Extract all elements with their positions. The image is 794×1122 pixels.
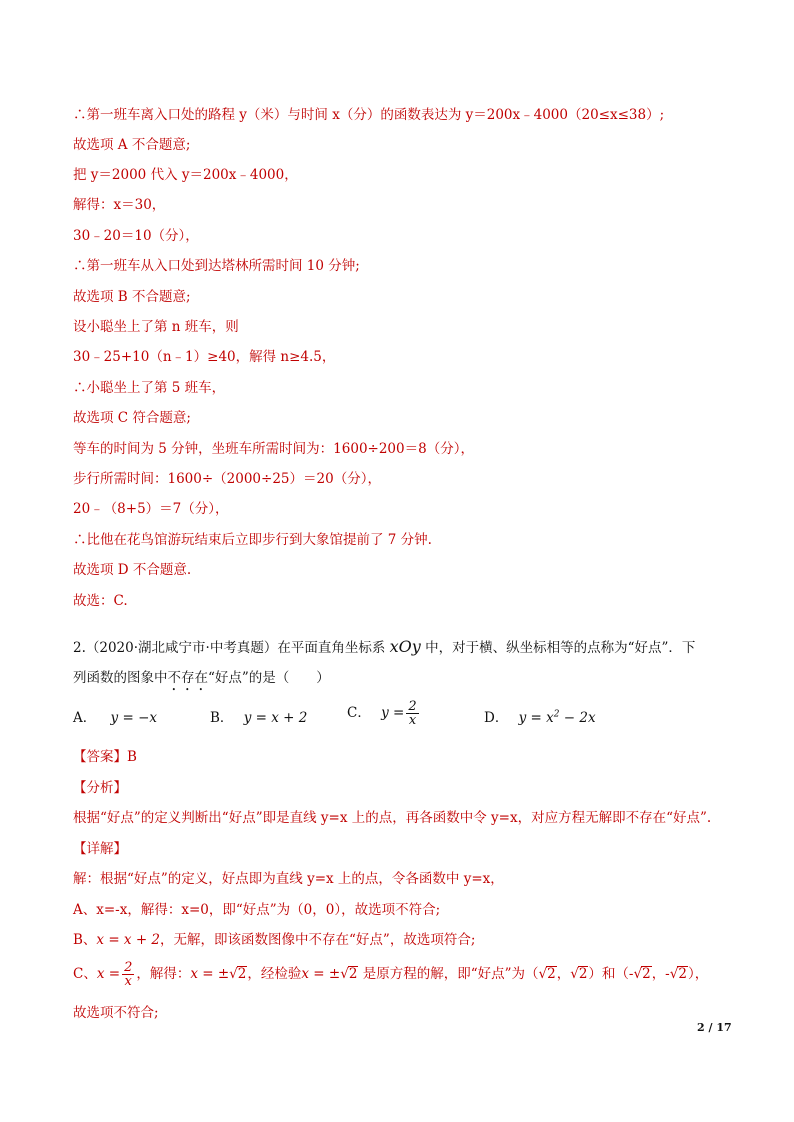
- option-math: y =: [381, 705, 405, 721]
- fraction: $\frac{2}{x}$: [408, 699, 417, 728]
- option-a: [73, 708, 157, 728]
- solution-line: 故选项 A 不合题意;: [73, 137, 191, 153]
- option-label: A．: [73, 710, 97, 726]
- solution-line: 故选项 B 不合题意;: [73, 289, 191, 305]
- detail-line: C、x = $\frac{2}{x}$ ，解得：x = ±√2，经检验x = ±√2 是原方程的解，即“好点”为（√2，√2）和（-√2，-√2），: [73, 960, 709, 989]
- detail-line: 解：根据“好点”的定义，好点即为直线 y=x 上的点，令各函数中 y=x，: [73, 871, 504, 887]
- detail-line: 故选项不符合;: [73, 1005, 159, 1021]
- option-math: y = −x: [110, 710, 157, 726]
- math-xoy: xOy: [389, 637, 421, 656]
- answer-line: 【答案】B: [73, 749, 137, 765]
- option-b: [210, 708, 307, 728]
- fraction: $\frac{2}{x}$: [124, 960, 133, 989]
- detail-heading: 【详解】: [73, 841, 127, 857]
- question-text: 列函数的图象中: [73, 670, 168, 686]
- question-text: “好点”的是（ ）: [208, 670, 330, 686]
- analysis-heading: 【分析】: [73, 780, 127, 796]
- option-label: C．: [347, 705, 371, 721]
- analysis-text: 根据“好点”的定义判断出“好点”即是直线 y=x 上的点，再各函数中令 y=x，对应方程无解即不存在“好点”.: [73, 810, 712, 826]
- solution-line: 故选：C.: [73, 593, 128, 609]
- detail-line: B、x = x + 2，无解，即该函数图像中不存在“好点”，故选项符合;: [73, 932, 476, 948]
- solution-line: 故选项 D 不合题意.: [73, 562, 192, 578]
- question-text: 2.（2020·湖北咸宁市·中考真题）在平面直角坐标系: [73, 640, 390, 656]
- solution-line: ∴第一班车离入口处的路程 y（米）与时间 x（分）的函数表达为 y＝200x﹣4000（20≤x≤38）;: [73, 107, 665, 123]
- option-math: y = x + 2: [243, 710, 308, 726]
- solution-line: 30﹣25+10（n﹣1）≥40，解得 n≥4.5，: [73, 349, 336, 365]
- option-label: D．: [484, 710, 509, 726]
- solution-line: ∴比他在花鸟馆游玩结束后立即步行到大象馆提前了 7 分钟.: [73, 532, 432, 548]
- solution-line: 设小聪坐上了第 n 班车，则: [73, 319, 239, 335]
- option-c: [347, 700, 421, 727]
- emphasized-text: 不存在: [167, 670, 208, 686]
- question-line-1: [73, 638, 695, 657]
- solution-line: ∴第一班车从入口处到达塔林所需时间 10 分钟;: [73, 258, 360, 274]
- option-label: B．: [210, 710, 234, 726]
- solution-line: 20﹣（8+5）＝7（分），: [73, 501, 229, 517]
- solution-line: 30﹣20＝10（分），: [73, 228, 199, 244]
- option-d: [484, 708, 596, 728]
- solution-line: 故选项 C 符合题意;: [73, 410, 191, 426]
- page-number: 2 / 17: [697, 1021, 732, 1034]
- detail-line: A、x=-x，解得：x=0，即“好点”为（0，0），故选项不符合;: [73, 902, 441, 918]
- question-text: 中，对于横、纵坐标相等的点称为“好点”．下: [420, 640, 696, 656]
- solution-line: ∴小聪坐上了第 5 班车，: [73, 380, 226, 396]
- solution-line: 解得：x＝30，: [73, 197, 166, 213]
- solution-line: 把 y＝2000 代入 y＝200x﹣4000，: [73, 167, 298, 183]
- solution-line: 步行所需时间：1600÷（2000÷25）＝20（分），: [73, 471, 381, 487]
- option-math: $y = x^2 - 2x$: [518, 709, 596, 726]
- question-line-2: [73, 669, 330, 694]
- solution-line: 等车的时间为 5 分钟，坐班车所需时间为：1600÷200＝8（分），: [73, 441, 474, 457]
